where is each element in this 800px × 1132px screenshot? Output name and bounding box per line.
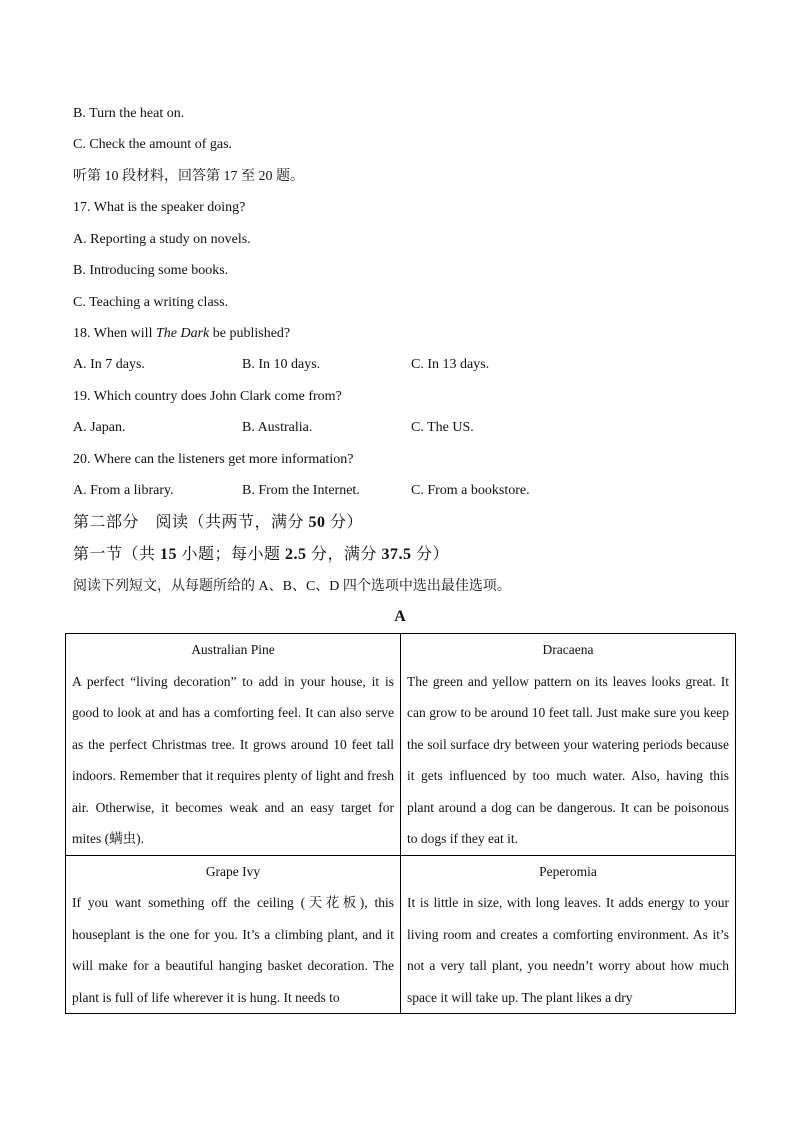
q20-option-c: C. From a bookstore.	[411, 483, 530, 498]
plant-name: Grape Ivy	[205, 863, 261, 879]
q19-option-a: A. Japan.	[73, 420, 126, 435]
plant-name: Peperomia	[539, 863, 597, 879]
q19-option-c: C. The US.	[411, 420, 474, 435]
plant-description: It is little in size, with long leaves. It adds energy to your living room and creates a comforting environment. As it’s not a very tall plant, you needn’t worry about how much space it will take up. The plant likes a dry	[407, 895, 729, 1005]
section1-label: 第一节（共	[73, 546, 161, 563]
q18-option-b: B. In 10 days.	[242, 357, 321, 372]
part2-label: 第二部分 阅读（共两节，满分	[73, 514, 309, 531]
section1-count: 15	[160, 546, 178, 563]
section1-unit: 分）	[411, 546, 450, 563]
q19-option-b: B. Australia.	[242, 420, 313, 435]
q17-option-b: B. Introducing some books.	[73, 263, 229, 278]
section1-total-score: 37.5	[381, 546, 412, 563]
listening-instruction: 听第 10 段材料，回答第 17 至 20 题。	[73, 169, 304, 184]
section1-each-score: 2.5	[285, 546, 307, 563]
plant-name: Australian Pine	[191, 642, 275, 657]
q18-book-title: The Dark	[155, 326, 210, 341]
q18-option-a: A. In 7 days.	[73, 357, 145, 372]
plant-cell-grape-ivy	[66, 855, 401, 1014]
q18-option-c: C. In 13 days.	[411, 357, 490, 372]
question-18	[73, 325, 290, 343]
plant-cell-australian-pine	[66, 634, 401, 856]
section-1-heading	[73, 545, 449, 565]
option-b-turn-heat: B. Turn the heat on.	[73, 106, 185, 121]
q17-option-c: C. Teaching a writing class.	[73, 295, 229, 310]
q20-option-a: A. From a library.	[73, 483, 174, 498]
q17-option-a: A. Reporting a study on novels.	[73, 232, 251, 247]
plant-cell-peperomia	[401, 855, 736, 1014]
plant-description: The green and yellow pattern on its leaves looks great. It can grow to be around 10 feet tall. Just make sure you keep the soil surface dry between your watering periods because it gets influenced by too much water. Also, having this plant around a dog can be dangerous. It can be poisonous to dogs if they eat it.	[407, 673, 729, 846]
plant-name: Dracaena	[542, 642, 594, 657]
passage-title: A	[394, 608, 406, 625]
question-17: 17. What is the speaker doing?	[73, 200, 246, 215]
option-c-check-gas: C. Check the amount of gas.	[73, 137, 233, 152]
plant-cell-dracaena	[401, 634, 736, 856]
reading-instruction: 阅读下列短文，从每题所给的 A、B、C、D 四个选项中选出最佳选项。	[73, 579, 511, 594]
plants-table	[65, 633, 736, 1014]
plant-description: If you want something off the ceiling (天花板), this houseplant is the one for you. It’s a climbing plant, and it will make for a beautiful hanging basket decoration. The plant is full of life wherever it is hung. It needs to	[72, 895, 394, 1005]
question-19: 19. Which country does John Clark come from?	[73, 389, 342, 404]
part2-unit: 分）	[325, 514, 364, 531]
q20-option-b: B. From the Internet.	[242, 483, 360, 498]
q18-suffix: be published?	[209, 326, 291, 341]
section1-each-label: 小题；每小题	[177, 546, 286, 563]
question-20: 20. Where can the listeners get more information?	[73, 452, 354, 467]
part2-score: 50	[308, 514, 326, 531]
part-2-heading	[73, 513, 363, 533]
q18-prefix: 18. When will	[73, 326, 156, 341]
plant-description: A perfect “living decoration” to add in your house, it is good to look at and has a comforting feel. It can also serve as the perfect Christmas tree. It grows around 10 feet tall indoors. Remember that it requires plenty of light and fresh air. Otherwise, it becomes weak and an easy target for mites (螨虫).	[72, 673, 394, 846]
section1-total-label: 分，满分	[306, 546, 382, 563]
